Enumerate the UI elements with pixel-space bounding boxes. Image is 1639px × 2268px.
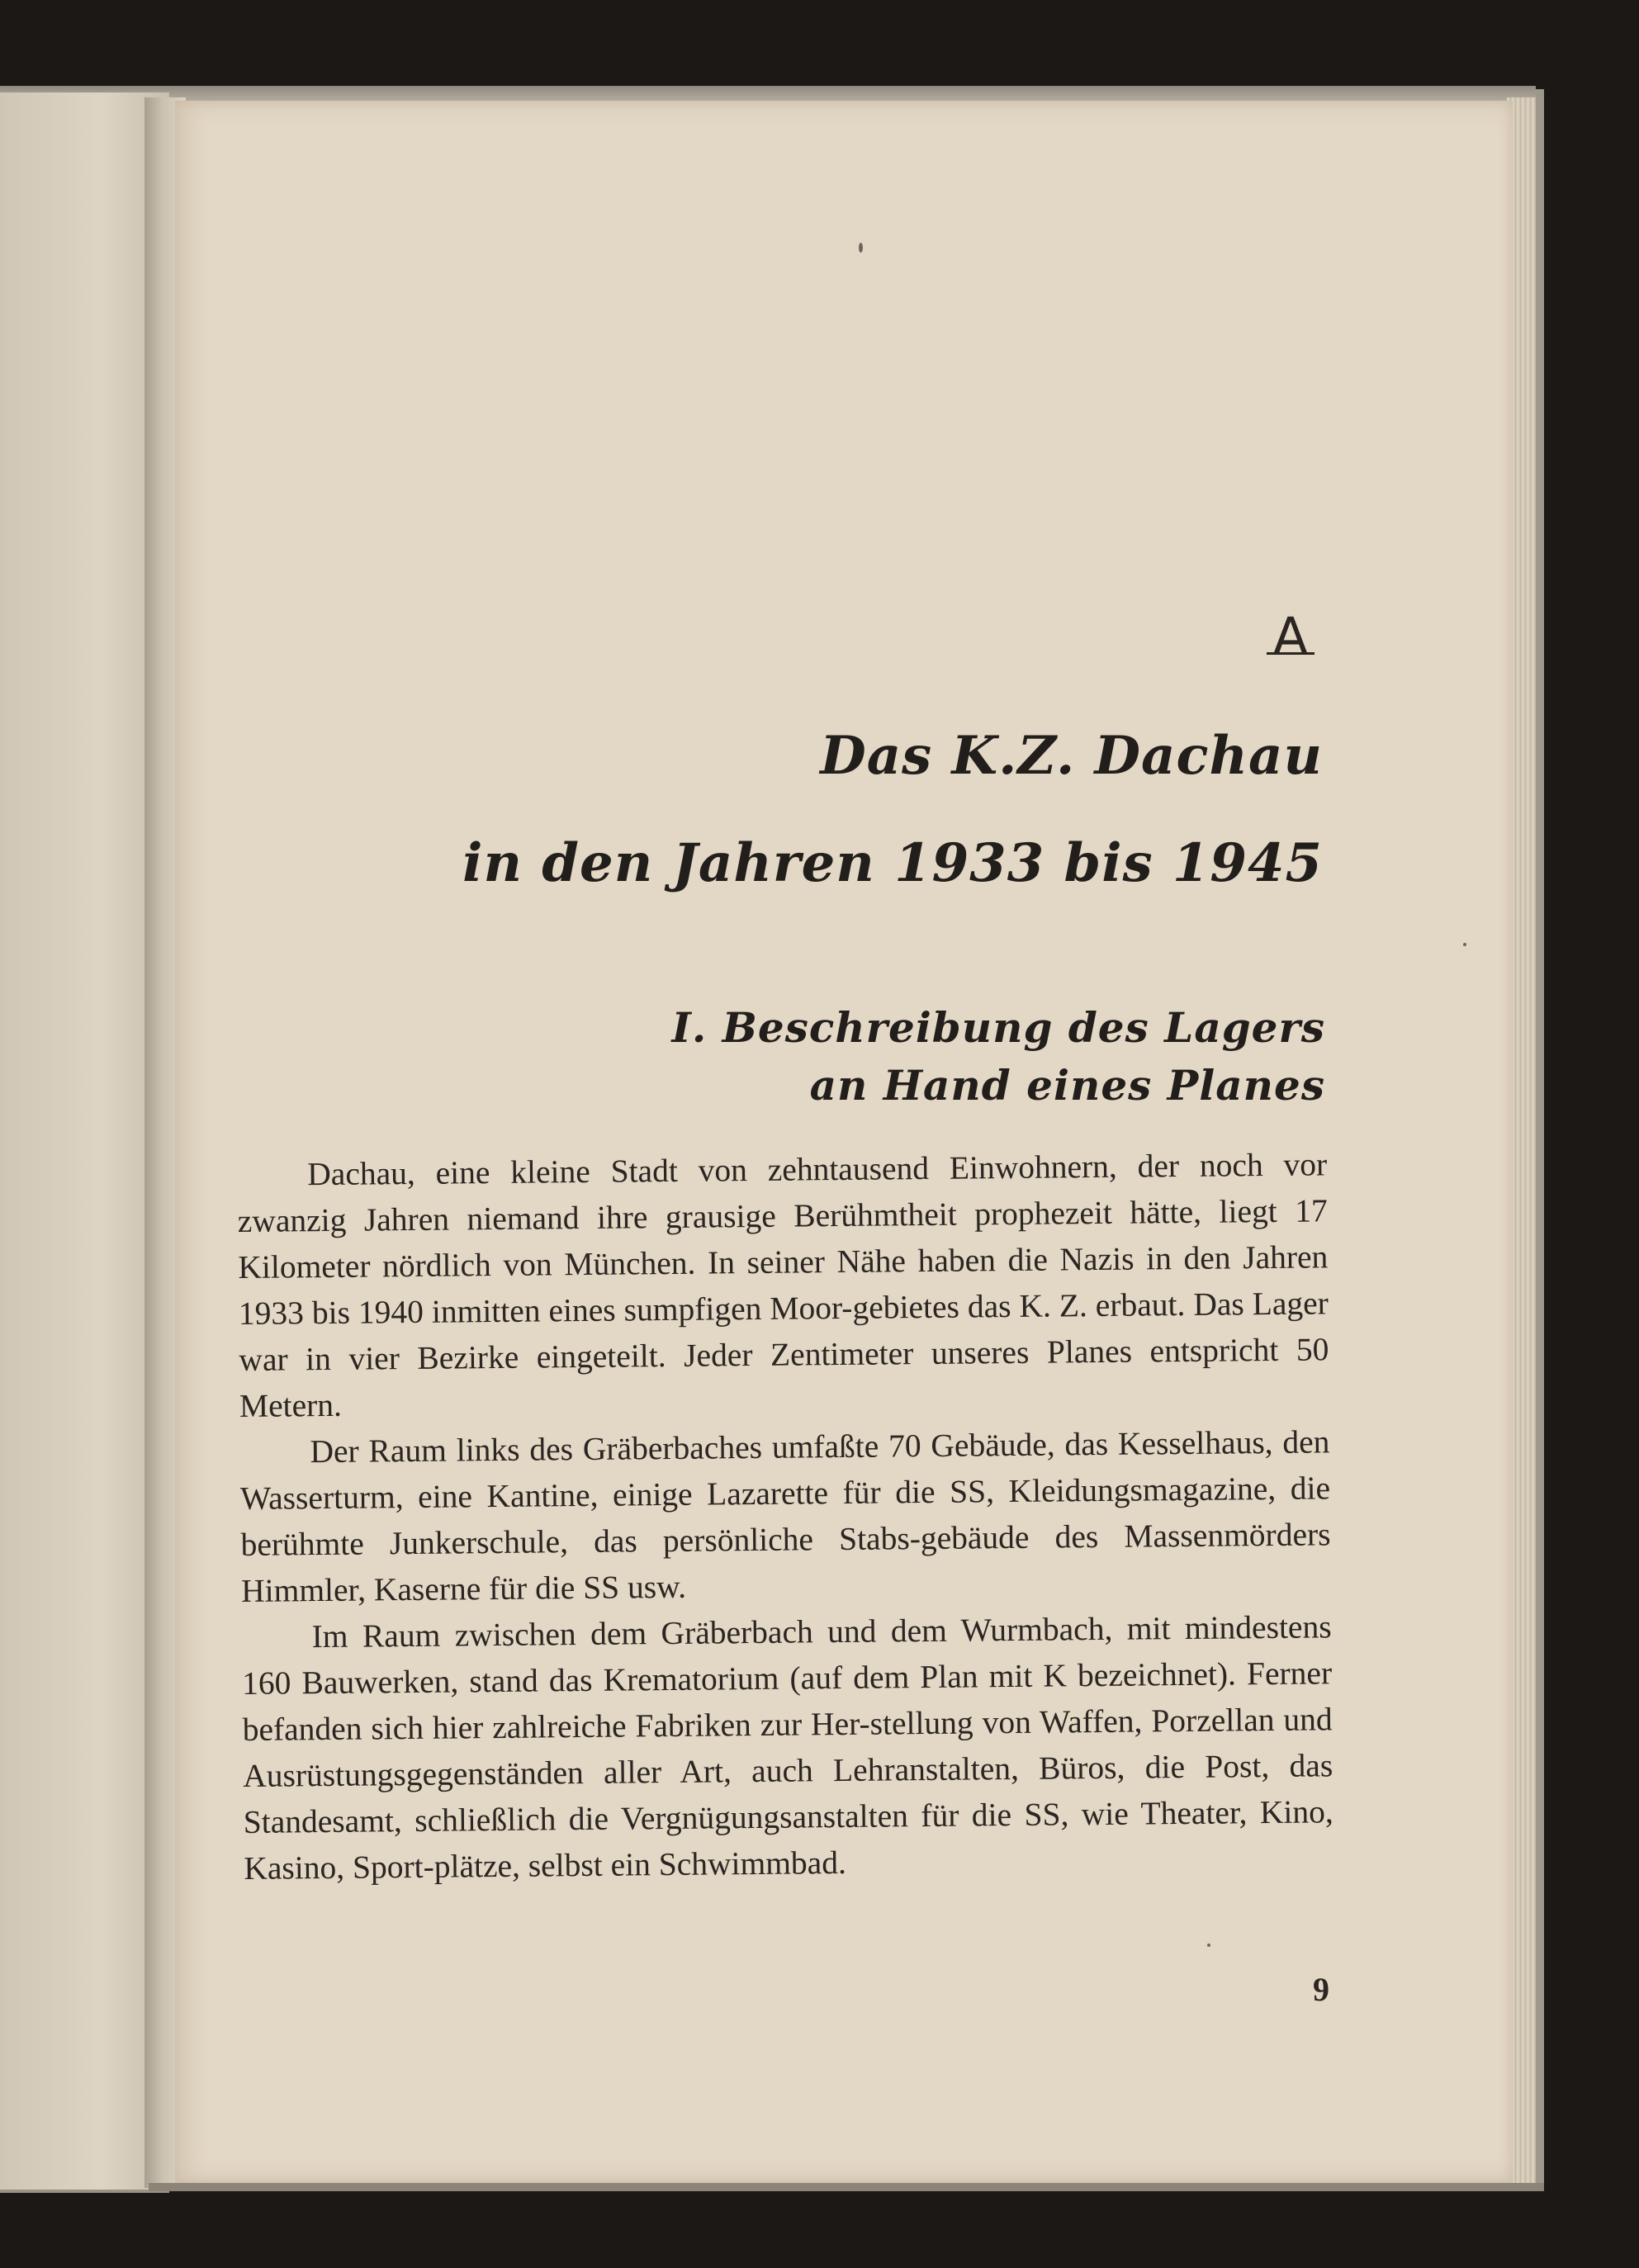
- paragraph: Dachau, eine kleine Stadt von zehntausend Einwohnern, der noch vor zwanzig Jahren niemand ihre grausige Berühmtheit prophezeit hätte, liegt 17 Kilometer nördlich von München. In seiner Nähe haben die Nazis in den Jahren 1933 bis 1940 inmitten eines sumpfigen Moor-gebietes das K. Z. erbaut. Das Lager war in vier Bezirke eingeteilt. Jeder Zentimeter unseres Planes entspricht 50 Metern.: [237, 1146, 1329, 1424]
- section-heading-line-1: I. Beschreibung des Lagers: [671, 1003, 1325, 1052]
- chapter-title-line-2: in den Jahren 1933 bis 1945: [462, 832, 1323, 894]
- chapter-title-line-1: Das K.Z. Dachau: [820, 725, 1323, 787]
- paper-speck: [1207, 1944, 1210, 1947]
- section-letter: A: [1262, 611, 1319, 662]
- body-text: [237, 1141, 1334, 1892]
- paragraph: Im Raum zwischen dem Gräberbach und dem Wurmbach, mit mindestens 160 Bauwerken, stand das Krematorium (auf dem Plan mit K bezeichnet). Ferner befanden sich hier zahlreiche Fabriken zur Her-stellung von Waffen, Porzellan und Ausrüstungsgegenständen aller Art, auch Lehranstalten, Büros, die Post, das Standesamt, schließlich die Vergnügungsanstalten für die SS, wie Theater, Kino, Kasino, Sport-plätze, selbst ein Schwimmbad.: [241, 1608, 1333, 1887]
- book-cover-edge: [1536, 89, 1544, 2190]
- paragraph: Der Raum links des Gräberbaches umfaßte 70 Gebäude, das Kesselhaus, den Wasserturm, eine Kantine, einige Lazarette für die SS, Kleidungsmagazine, die berühmte Junkerschule, das persönliche Stabs-gebäude des Massenmörders Himmler, Kaserne für die SS usw.: [239, 1423, 1331, 1609]
- section-heading-line-2: an Hand eines Planes: [809, 1061, 1325, 1110]
- paper-speck: [859, 243, 863, 253]
- page-number: 9: [1313, 1971, 1329, 2008]
- paper-speck: [1463, 943, 1466, 946]
- book-bottom-edge: [149, 2183, 1544, 2191]
